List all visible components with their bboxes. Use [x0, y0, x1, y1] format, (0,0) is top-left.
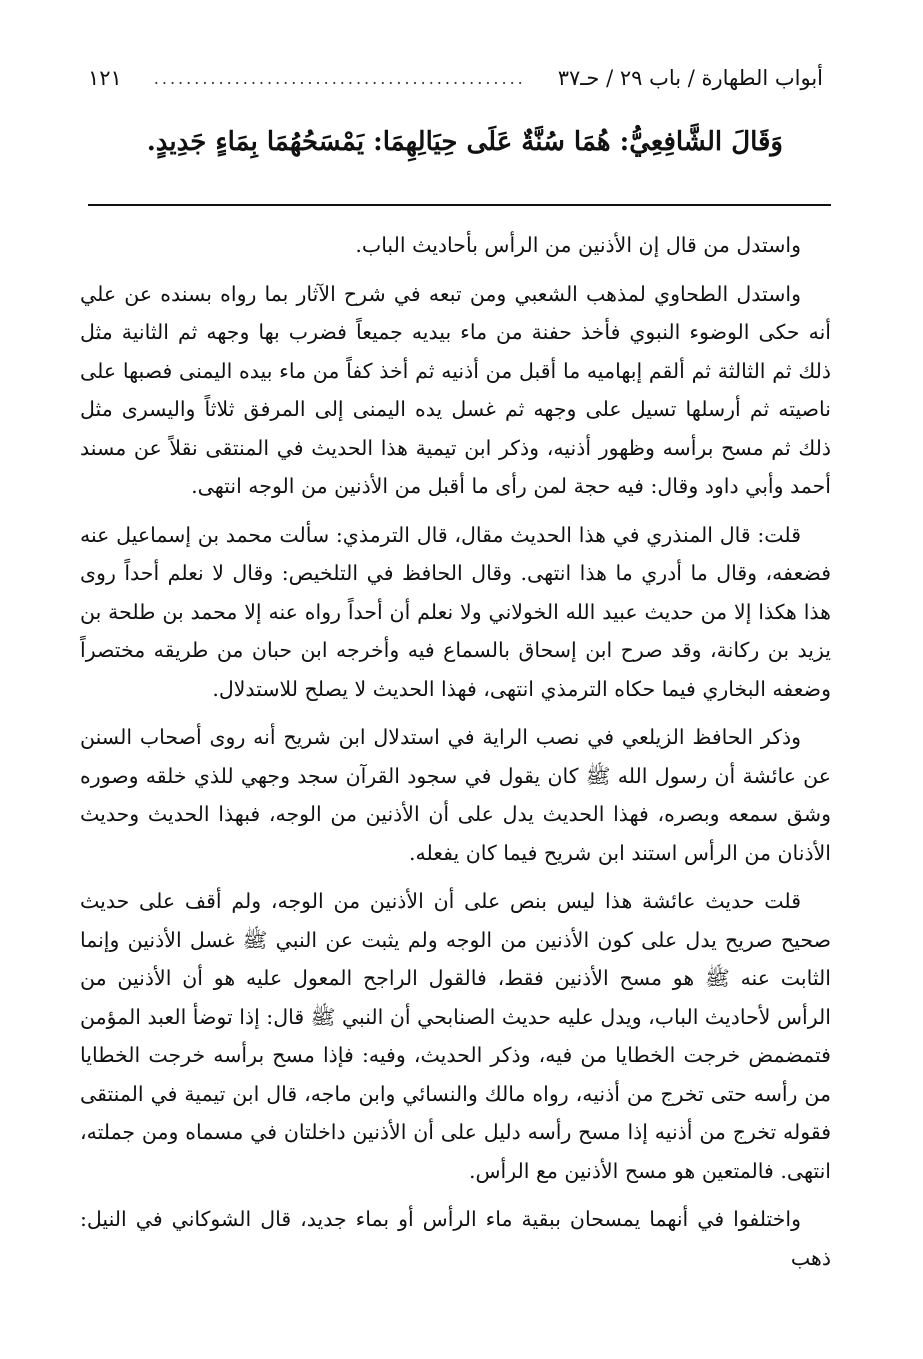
commentary-paragraph: وذكر الحافظ الزيلعي في نصب الراية في استدلال ابن شريح أنه روى أصحاب السنن عن عائشة أن رسول الله ﷺ كان يقول في سجود القرآن سجد وجهي للذي خلقه وصوره وشق سمعه وبصره، فهذا الحديث يدل على أن الأذنين من الوجه، فبهذا الحديث وحديث الأذنان من الرأس استند ابن شريح فيما كان يفعله.	[80, 725, 831, 865]
page-number: ١٢١	[88, 66, 122, 90]
running-header	[88, 60, 823, 96]
section-divider	[88, 204, 831, 206]
chapter-title: أبواب الطهارة / باب ٢٩ / حـ٣٧	[557, 66, 823, 90]
commentary-block	[80, 226, 831, 1287]
leader-dots: ..............................................	[153, 68, 526, 88]
commentary-paragraph: واستدل من قال إن الأذنين من الرأس بأحاديث الباب.	[355, 233, 801, 257]
commentary-paragraph: واختلفوا في أنهما يمسحان ببقية ماء الرأس أو بماء جديد، قال الشوكاني في النيل: ذهب	[80, 1207, 831, 1270]
commentary-paragraph: قلت حديث عائشة هذا ليس بنص على أن الأذنين من الوجه، ولم أقف على حديث صحيح صريح يدل على كون الأذنين من الوجه ولم يثبت عن النبي ﷺ غسل الأذنين وإنما الثابت عنه ﷺ هو مسح الأذنين فقط، فالقول الراجح المعول عليه هو أن الأذنين من الرأس لأحاديث الباب، ويدل عليه حديث الصنابحي أن النبي ﷺ قال: إذا توضأ العبد المؤمن فتمضمض خرجت الخطايا من فيه، وذكر الحديث، وفيه: فإذا مسح برأسه خرجت الخطايا من رأسه حتى تخرج من أذنيه، رواه مالك والنسائي وابن ماجه، قال ابن تيمية في المنتقى فقوله تخرج من أذنيه إذا مسح رأسه دليل على أن الأذنين داخلتان في مسماه ومن جملته، انتهى. فالمتعين هو مسح الأذنين مع الرأس.	[80, 889, 831, 1183]
commentary-paragraph: قلت: قال المنذري في هذا الحديث مقال، قال الترمذي: سألت محمد بن إسماعيل عنه فضعفه، وقال ما أدري ما هذا انتهى. وقال الحافظ في التلخيص: وقال لا نعلم أحداً روى هذا هكذا إلا من حديث عبيد الله الخولاني ولا نعلم أن أحداً رواه عنه إلا محمد بن طلحة بن يزيد بن ركانة، وقد صرح ابن إسحاق بالسماع فيه وأخرجه ابن حبان من طريقه مختصراً وضعفه البخاري فيما حكاه الترمذي انتهى، فهذا الحديث لا يصلح للاستدلال.	[80, 522, 831, 701]
commentary-paragraph: واستدل الطحاوي لمذهب الشعبي ومن تبعه في شرح الآثار بما رواه بسنده عن علي أنه حكى الوضوء النبوي فأخذ حفنة من ماء بيديه جميعاً فضرب بها وجهه ثم الثانية مثل ذلك ثم الثالثة ثم ألقم إبهاميه ما أقبل من أذنيه ثم أخذ كفاً من ماء بيده اليمنى فصبها على ناصيته ثم أرسلها تسيل على وجهه ثم غسل يده اليمنى إلى المرفق ثلاثاً واليسرى مثل ذلك ثم مسح برأسه وظهور أذنيه، وذكر ابن تيمية هذا الحديث في المنتقى نقلاً عن مسند أحمد وأبي داود وقال: فيه حجة لمن رأى ما أقبل من الأذنين من الوجه انتهى.	[80, 281, 831, 498]
main-text-quote: وَقَالَ الشَّافِعِيُّ: هُمَا سُنَّةٌ عَلَى حِيَالِهِمَا: يَمْسَحُهُمَا بِمَاءٍ جَدِيدٍ.	[146, 127, 783, 157]
